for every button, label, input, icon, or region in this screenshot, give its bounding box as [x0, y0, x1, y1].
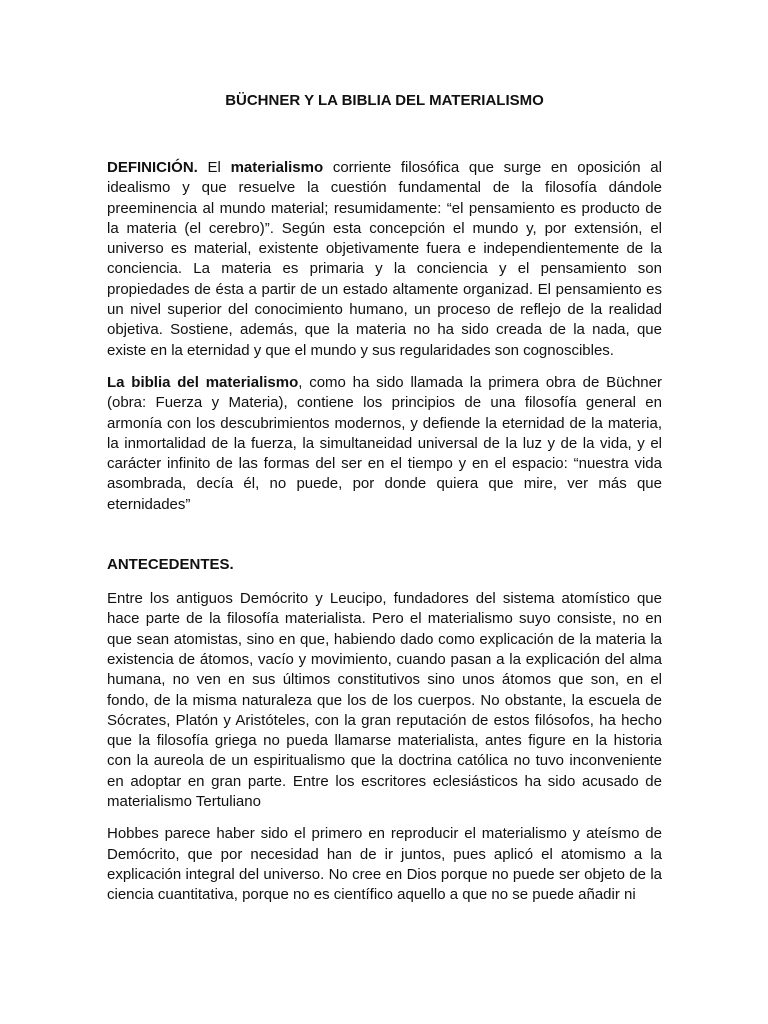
biblia-term: La biblia del materialismo — [107, 373, 299, 391]
biblia-paragraph — [107, 373, 662, 515]
definition-label: DEFINICIÓN. — [107, 159, 198, 176]
definition-text-2: corriente filosófica que surge en oposición al idealismo y que resuelve la cuestión fundamental de la filosofía dándole preeminencia al mundo material; resumidamente: “el pensamiento es producto de la materia (el cerebro)”. Según esta concepción el mundo y, por extensión, el universo es material, existente objetivamente fuera e independientemente de la conciencia. La materia es primaria y la conciencia y el pensamiento son propiedades de ésta a partir de un estado altamente organizad. El pensamiento es un nivel superior del conocimiento humano, un proceso de reflejo de la realidad objetiva. Sostiene, además, que la materia no ha sido creada de la nada, que existe en la eternidad y que el mundo y sus regularidades son cognoscibles. — [107, 159, 662, 359]
definition-text-1: El — [197, 159, 231, 176]
biblia-text: , como ha sido llamada la primera obra de Büchner (obra: Fuerza y Materia), contiene los principios de una filosofía general en armonía con los descubrimientos modernos, y defiende la eternidad de la materia, la inmortalidad de la fuerza, la simultaneidad universal de la luz y de la vida, y el carácter infinito de las formas del ser en el tiempo y en el espacio: “nuestra vida asombrada, decía él, no puede, por donde quiera que mire, ver más que eternidades” — [107, 373, 662, 513]
antecedentes-paragraph-1: Entre los antiguos Demócrito y Leucipo, fundadores del sistema atomístico que hace parte de la filosofía materialista. Pero el materialismo suyo consiste, no en que sean atomistas, sino en que, habiendo dado como explicación de la materia la existencia de átomos, vacío y movimiento, cuando pasan a la explicación del alma humana, no ven en sus últimos constitutivos sino unos átomos que son, en el fondo, de la misma naturaleza que los de los cuerpos. No obstante, la escuela de Sócrates, Platón y Aristóteles, con la gran reputación de estos filósofos, ha hecho que la filosofía griega no pueda llamarse materialista, antes figure en la historia con la aureola de un espiritualismo que la doctrina católica no tuvo inconveniente en adoptar en gran parte. Entre los escritores eclesiásticos ha sido acusado de materialismo Tertuliano — [107, 590, 662, 811]
antecedentes-heading: ANTECEDENTES. — [107, 556, 234, 574]
definition-term: materialismo — [230, 159, 324, 176]
definition-paragraph — [107, 158, 662, 361]
document-title: BÜCHNER Y LA BIBLIA DEL MATERIALISMO — [225, 92, 544, 109]
antecedentes-paragraph-2: Hobbes parece haber sido el primero en reproducir el materialismo y ateísmo de Demócrito, que por necesidad han de ir juntos, pues aplicó el atomismo a la explicación integral del universo. No cree en Dios porque no puede ser objeto de la ciencia cuantitativa, porque no es científico aquello a que no se puede añadir ni — [107, 825, 662, 904]
